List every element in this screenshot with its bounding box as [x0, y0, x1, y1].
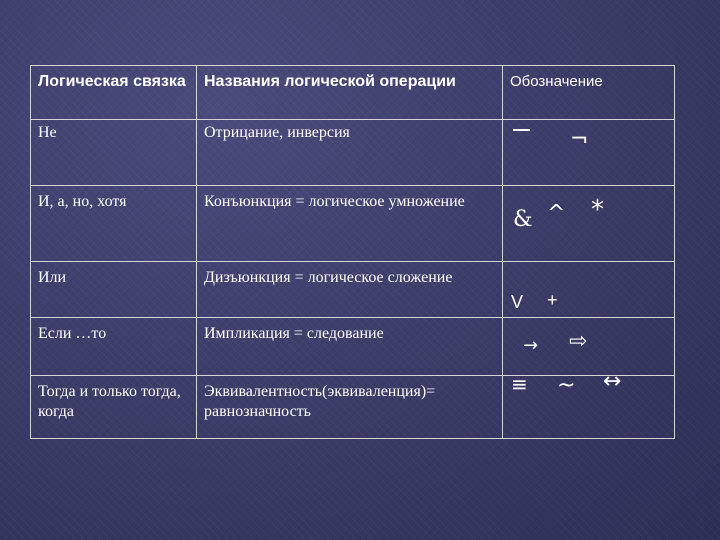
- ampersand-symbol: &: [513, 207, 533, 232]
- notation-cell: [503, 369, 675, 439]
- tilde-symbol: ~: [557, 373, 576, 398]
- table-row: [31, 186, 675, 262]
- hollow-arrow-symbol: ⇨: [569, 329, 588, 354]
- logic-operations-table: [30, 65, 675, 439]
- notation-cell: [503, 120, 675, 186]
- operation-cell: Отрицание, инверсия: [197, 120, 503, 186]
- equivalence-symbol: ≡: [511, 372, 528, 396]
- connective-cell: Или: [31, 262, 197, 318]
- operation-cell: Импликация = следование: [197, 318, 503, 376]
- operation-cell: Дизъюнкция = логическое сложение: [197, 262, 503, 318]
- table-header-row: [31, 66, 675, 120]
- wedge-symbol: ^: [547, 201, 566, 226]
- header-notation: Обозначение: [503, 66, 675, 120]
- operation-cell: Эквивалентность(эквиваленция)= равнозначность: [197, 376, 503, 439]
- notation-cell: [503, 262, 675, 318]
- connective-cell: Тогда и только тогда, когда: [31, 376, 197, 439]
- table-row: [31, 376, 675, 439]
- asterisk-symbol: *: [591, 195, 604, 225]
- table-row: [31, 318, 675, 376]
- disjunction-v-symbol: V: [511, 292, 524, 312]
- plus-symbol: +: [547, 290, 558, 310]
- header-operation-name: Названия логической операции: [197, 66, 503, 120]
- implication-arrow-symbol: →: [523, 335, 539, 356]
- double-arrow-symbol: ↔: [603, 369, 622, 394]
- table-row: [31, 120, 675, 186]
- notation-cell: [503, 318, 675, 376]
- table-row: [31, 262, 675, 318]
- connective-cell: Не: [31, 120, 197, 186]
- header-connective: Логическая связка: [31, 66, 197, 120]
- connective-cell: Если …то: [31, 318, 197, 376]
- negation-bar-symbol: [513, 129, 530, 131]
- negation-hook-symbol: ¬: [570, 127, 589, 152]
- notation-cell: [503, 186, 675, 262]
- connective-cell: И, а, но, хотя: [31, 186, 197, 262]
- operation-cell: Конъюнкция = логическое умножение: [197, 186, 503, 262]
